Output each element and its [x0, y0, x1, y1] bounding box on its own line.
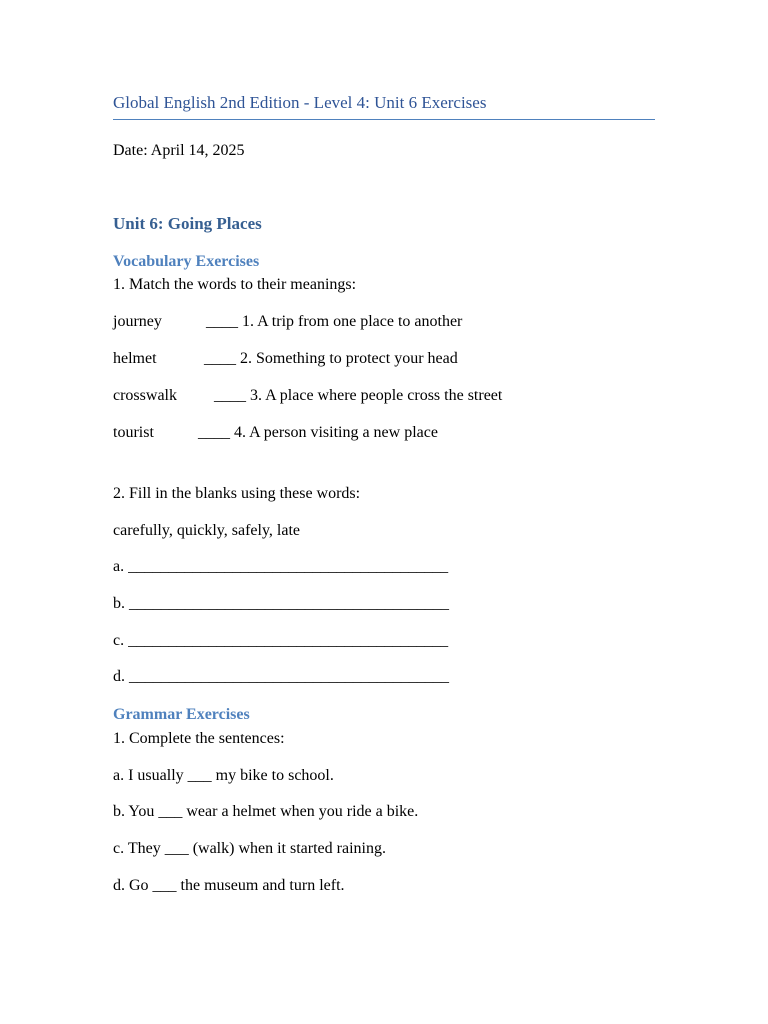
- word-bank: carefully, quickly, safely, late: [113, 522, 301, 539]
- fill-blank-c[interactable]: c. ________________________________________: [113, 632, 449, 649]
- grammar-item-a: a. I usually ___ my bike to school.: [113, 767, 334, 784]
- unit-title: Unit 6: Going Places: [113, 214, 262, 233]
- match-meaning-1: ____ 1. A trip from one place to another: [206, 313, 463, 330]
- fill-blank-b[interactable]: b. ________________________________________: [113, 595, 449, 612]
- match-word-journey: journey: [113, 313, 162, 330]
- grammar-item-c: c. They ___ (walk) when it started raining.: [113, 840, 386, 857]
- match-word-helmet: helmet: [113, 350, 157, 367]
- vocabulary-heading: Vocabulary Exercises: [113, 253, 260, 270]
- fill-blank-d[interactable]: d. ________________________________________: [113, 668, 449, 685]
- grammar-ex1-instruction: 1. Complete the sentences:: [113, 730, 285, 747]
- vocab-ex2-instruction: 2. Fill in the blanks using these words:: [113, 485, 361, 502]
- fill-blank-a[interactable]: a. ________________________________________: [113, 558, 449, 575]
- vocab-ex1-instruction: 1. Match the words to their meanings:: [113, 276, 357, 293]
- grammar-item-d: d. Go ___ the museum and turn left.: [113, 877, 345, 894]
- match-word-crosswalk: crosswalk: [113, 387, 177, 404]
- grammar-item-b: b. You ___ wear a helmet when you ride a bike.: [113, 803, 419, 820]
- title-underline: [113, 119, 655, 120]
- match-meaning-4: ____ 4. A person visiting a new place: [198, 424, 438, 441]
- match-meaning-2: ____ 2. Something to protect your head: [204, 350, 458, 367]
- grammar-heading: Grammar Exercises: [113, 706, 250, 723]
- match-word-tourist: tourist: [113, 424, 154, 441]
- date-line: Date: April 14, 2025: [113, 142, 245, 159]
- document-title: Global English 2nd Edition - Level 4: Unit 6 Exercises: [113, 93, 487, 112]
- match-meaning-3: ____ 3. A place where people cross the street: [214, 387, 503, 404]
